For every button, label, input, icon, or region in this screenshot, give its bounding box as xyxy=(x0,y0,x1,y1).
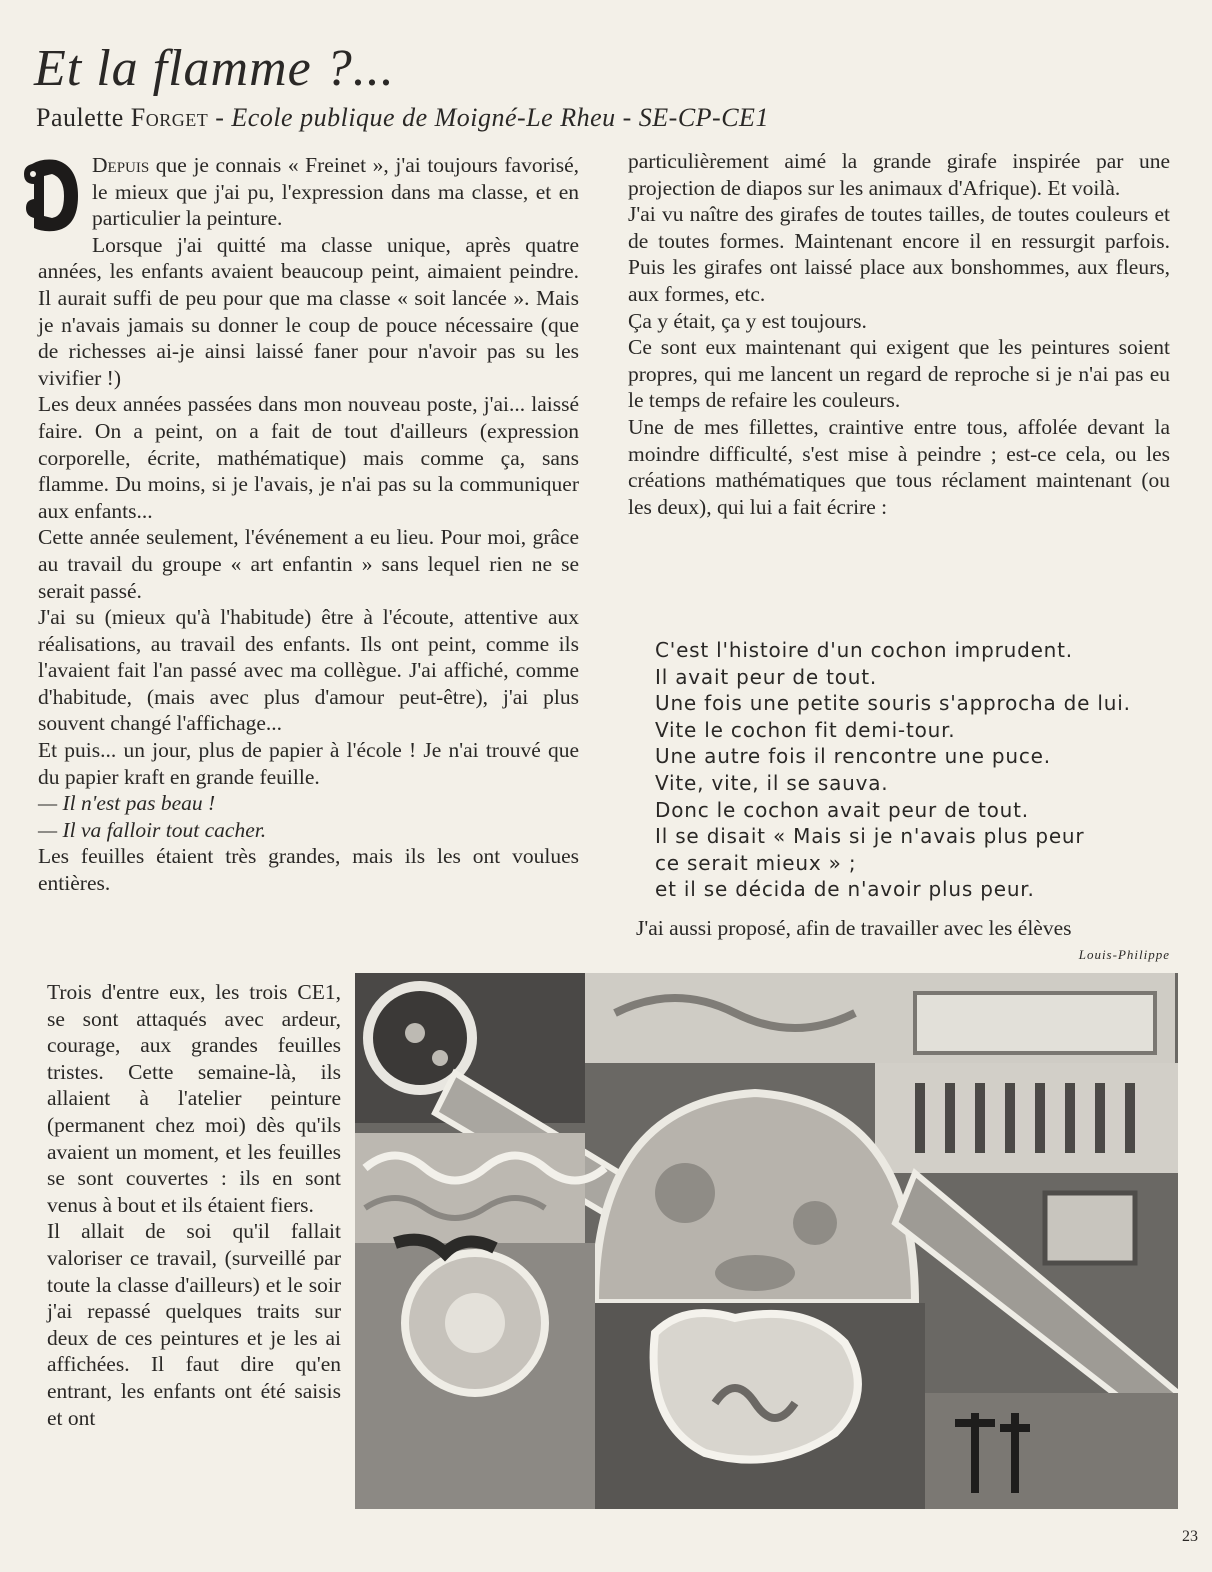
lower-left-column xyxy=(47,979,341,1431)
child-painting-image xyxy=(355,973,1178,1509)
paragraph: Il allait de soi qu'il fallait valoriser ce travail, (surveillé par toute la classe d'ailleurs) et le soir j'ai repassé quelques traits sur deux de ces peintures et je les ai affichées. Il faut dire qu'en entrant, les enfants ont été saisis et ont xyxy=(47,1219,341,1430)
author-last-name: Forget xyxy=(130,103,209,132)
poem-line: C'est l'histoire d'un cochon imprudent. xyxy=(655,638,1073,662)
left-column xyxy=(38,152,579,897)
page-number: 23 xyxy=(1182,1528,1198,1545)
dropcap-d-ornament xyxy=(22,156,82,234)
paragraph: J'ai aussi proposé, afin de travailler avec les élèves xyxy=(636,916,1072,940)
paragraph: Les deux années passées dans mon nouveau poste, j'ai... laissé faire. On a peint, on a fait de tout d'ailleurs (expression corporelle, écrite, mathématique) mais comme ça, sans flamme. Du moins, si je l'avais, je n'ai pas su la communiquer aux enfants... xyxy=(38,392,579,523)
paragraph: Et puis... un jour, plus de papier à l'école ! Je n'ai trouvé que du papier kraft en grande feuille. xyxy=(38,738,579,789)
paragraph xyxy=(38,152,579,232)
paragraph: Les feuilles étaient très grandes, mais ils les ont voulues entières. xyxy=(38,844,579,896)
school-name: Ecole publique de Moigné-Le Rheu xyxy=(231,103,616,132)
class-levels: SE-CP-CE1 xyxy=(638,103,769,132)
author-first-name: Paulette xyxy=(36,103,124,132)
byline xyxy=(36,103,769,133)
article-title: Et la flamme ?... xyxy=(34,40,395,97)
poem-line: Une fois une petite souris s'approcha de lui. xyxy=(655,691,1131,716)
paragraph: Ce sont eux maintenant qui exigent que les peintures soient propres, qui me lancent un regard de reproche si je n'ai pas eu le temps de refaire les couleurs. xyxy=(628,335,1170,413)
dialogue-line: — Il n'est pas beau ! xyxy=(38,791,216,816)
poem-line: ce serait mieux » ; xyxy=(655,850,857,875)
paragraph: Une de mes fillettes, craintive entre tous, affolée devant la moindre difficulté, s'est mise à peindre ; est-ce cela, ou les créations mathématiques que tous réclament maintenant (ou les deux), qui lui a fait écrire : xyxy=(628,414,1170,519)
paragraph: Cette année seulement, l'événement a eu lieu. Pour moi, grâce au travail du groupe « art enfantin » sans lequel rien ne se serait passé. xyxy=(38,525,579,603)
dialogue-line: — Il va falloir tout cacher. xyxy=(38,817,267,842)
poem-line: Vite le cochon fit demi-tour. xyxy=(655,717,956,742)
paragraph: Lorsque j'ai quitté ma classe unique, après quatre années, les enfants avaient beaucoup peint, aimaient peindre. Il aurait suffi de peu pour que ma classe « soit lancée ». Mais je n'avais jamais su donner le coup de pouce nécessaire (que de richesses ai-je ainsi laissé faner pour n'avoir pas su les vivifier !) xyxy=(38,232,579,390)
poem-line: Vite, vite, il se sauva. xyxy=(655,770,889,795)
paragraph: Ça y était, ça y est toujours. xyxy=(628,308,867,333)
poem-line: Donc le cochon avait peur de tout. xyxy=(655,797,1029,822)
paragraph: J'ai su (mieux qu'à l'habitude) être à l'écoute, attentive aux réalisations, au travail des enfants. Ils ont peint, comme ils l'avaient fait l'an passé avec ma collègue. J'ai affiché, comme d'habitude, (mais avec plus d'amour peut-être), j'ai plus souvent changé l'affichage... xyxy=(38,605,579,736)
right-column xyxy=(628,148,1170,520)
poem-line: Une autre fois il rencontre une puce. xyxy=(655,744,1051,769)
poem-line: Il se disait « Mais si je n'avais plus peur xyxy=(655,824,1085,849)
byline-separator: - xyxy=(615,103,639,132)
lead-in: Depuis xyxy=(92,153,150,177)
poem-line: et il se décida de n'avoir plus peur. xyxy=(655,877,1035,902)
painting-caption: Louis-Philippe xyxy=(1078,947,1170,962)
paragraph: Trois d'entre eux, les trois CE1, se sont attaqués avec ardeur, courage, aux grandes feuilles tristes. Cette semaine-là, ils allaient à l'atelier peinture (permanent chez moi) dès qu'ils avaient un moment, et les feuilles se sont couvertes : ils en sont venus à bout et ils étaient fiers. xyxy=(47,980,341,1217)
paragraph: J'ai vu naître des girafes de toutes tailles, de toutes couleurs et de toutes formes. Maintenant encore il en ressurgit parfois. Puis les girafes ont laissé place aux bonshommes, aux fleurs, aux formes, etc. xyxy=(628,202,1170,306)
child-poem xyxy=(655,637,1175,903)
byline-separator: - xyxy=(208,103,232,132)
paragraph: particulièrement aimé la grande girafe inspirée par une projection de diapos sur les animaux d'Afrique). Et voilà. xyxy=(628,149,1170,200)
poem-line: Il avait peur de tout. xyxy=(655,664,878,689)
paragraph-text: que je connais « Freinet », j'ai toujours favorisé, le mieux que j'ai pu, l'expression dans ma classe, et en particulier la peinture. xyxy=(92,153,579,231)
